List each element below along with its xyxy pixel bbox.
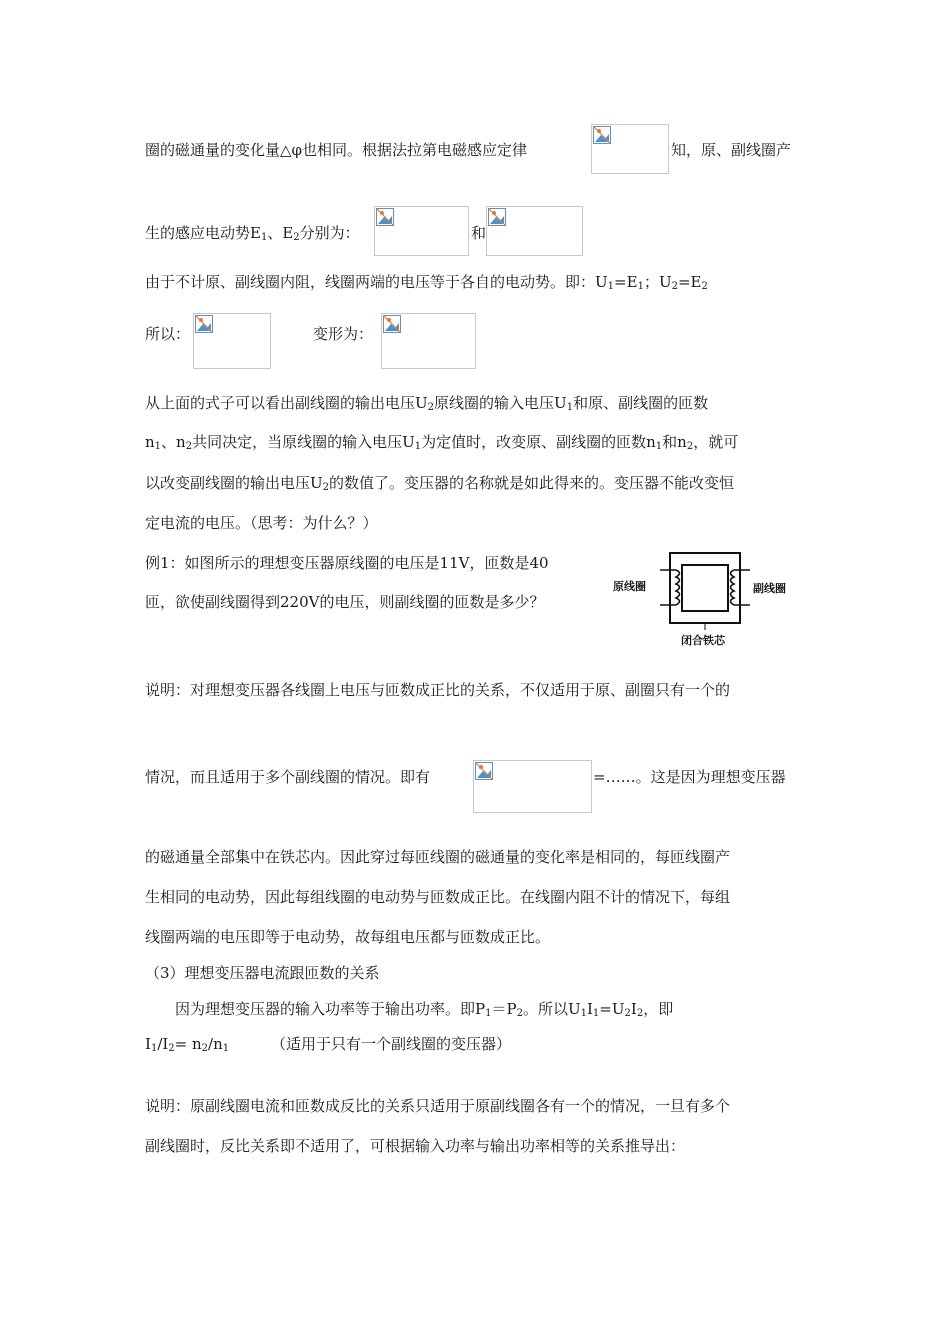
text-span: 原线圈的输入电压U bbox=[434, 394, 567, 412]
text-line bbox=[471, 223, 486, 243]
subscript: 2 bbox=[168, 1043, 175, 1054]
text-span: ；U bbox=[643, 273, 672, 291]
text-line bbox=[145, 432, 738, 452]
text-span: n bbox=[145, 433, 155, 451]
broken-image-icon bbox=[593, 126, 611, 144]
text-span: 和原、副线圈的匝数 bbox=[573, 394, 709, 412]
text-line bbox=[145, 513, 378, 533]
subscript: 2 bbox=[624, 1008, 631, 1019]
text-span: 的磁通量全部集中在铁芯内。因此穿过每匝线圈的磁通量的变化率是相同的，每匝线圈产 bbox=[145, 848, 731, 866]
text-line bbox=[145, 1034, 229, 1054]
subscript: 2 bbox=[185, 441, 193, 452]
section-heading bbox=[145, 963, 380, 983]
text-span: （适用于只有一个副线圈的变压器） bbox=[271, 1035, 512, 1053]
text-span: ，即 bbox=[643, 1000, 674, 1018]
text-span: 副线圈时，反比关系即不适用了，可根据输入功率与输出功率相等的关系推导出： bbox=[145, 1137, 686, 1155]
text-span: 生的感应电动势E bbox=[145, 224, 261, 242]
text-span: =E bbox=[677, 273, 702, 291]
text-span: 定电流的电压。（思考：为什么？） bbox=[145, 514, 378, 532]
subscript: 2 bbox=[701, 281, 708, 292]
text-span: 为定值时，改变原、副线圈的匝数n bbox=[421, 433, 656, 451]
text-span: 和 bbox=[471, 224, 487, 242]
core-outer bbox=[670, 553, 740, 623]
text-span: 、n bbox=[161, 433, 186, 451]
subscript: 2 bbox=[201, 1043, 209, 1054]
formula-image bbox=[381, 313, 476, 369]
text-span: 由于不计原、副线圈内阻，线圈两端的电压等于各自的电动势。即：U bbox=[145, 273, 608, 291]
text-line bbox=[145, 592, 544, 612]
text-span: 共同决定，当原线圈的输入电压U bbox=[192, 433, 415, 451]
transformer-diagram bbox=[610, 548, 800, 648]
formula-image bbox=[473, 760, 592, 813]
broken-image-icon bbox=[383, 315, 401, 333]
subscript: 2 bbox=[293, 232, 300, 243]
subscript: 1 bbox=[260, 232, 268, 243]
subscript: 1 bbox=[655, 441, 663, 452]
text-span: 。所以U bbox=[522, 1000, 581, 1018]
broken-image-icon bbox=[488, 208, 506, 226]
text-span: 从上面的式子可以看出副线圈的输出电压U bbox=[145, 394, 428, 412]
text-line bbox=[145, 847, 730, 867]
text-span: 匝，欲使副线圈得到220V的电压，则副线圈的匝数是多少？ bbox=[145, 593, 545, 611]
text-span: 变形为： bbox=[313, 325, 374, 343]
text-line bbox=[145, 393, 708, 413]
broken-image-icon bbox=[376, 208, 394, 226]
text-span: 以改变副线圈的输出电压U bbox=[145, 474, 323, 492]
subscript: 2 bbox=[686, 441, 694, 452]
broken-image-icon bbox=[475, 762, 493, 780]
text-span: =……。这是因为理想变压器 bbox=[593, 768, 786, 786]
text-span: I bbox=[630, 1000, 637, 1018]
text-span: 生相同的电动势，因此每组线圈的电动势与匝数成正比。在线圈内阻不计的情况下，每组 bbox=[145, 888, 731, 906]
text-span: =U bbox=[599, 1000, 625, 1018]
text-span: 线圈两端的电压即等于电动势，故每组电压都与匝数成正比。 bbox=[145, 928, 551, 946]
text-line bbox=[145, 324, 190, 344]
subscript: 1 bbox=[580, 1008, 587, 1019]
text-line bbox=[145, 1096, 730, 1116]
subscript: 1 bbox=[222, 1043, 230, 1054]
text-line bbox=[175, 999, 673, 1019]
text-line bbox=[145, 223, 360, 243]
text-line bbox=[145, 140, 527, 160]
text-line bbox=[145, 473, 734, 493]
subscript: 1 bbox=[414, 441, 422, 452]
text-span: 的数值了。变压器的名称就是如此得来的。变压器不能改变恒 bbox=[329, 474, 735, 492]
core-inner bbox=[682, 565, 728, 611]
text-line bbox=[145, 553, 549, 573]
text-span: /I bbox=[157, 1035, 169, 1053]
subscript: 2 bbox=[427, 402, 435, 413]
core-label: 闭合铁芯 bbox=[681, 634, 725, 647]
text-span: 因为理想变压器的输入功率等于输出功率。即P bbox=[175, 1000, 486, 1018]
subscript: 2 bbox=[636, 1008, 644, 1019]
subscript: 2 bbox=[322, 482, 330, 493]
text-line bbox=[145, 1136, 685, 1156]
subscript: 1 bbox=[485, 1008, 492, 1019]
primary-coil-label: 原线圈 bbox=[613, 580, 646, 593]
text-line bbox=[145, 927, 550, 947]
formula-image bbox=[374, 206, 469, 256]
text-span: =E bbox=[614, 273, 638, 291]
text-span: 说明：对理想变压器各线圈上电压与匝数成正比的关系，不仅适用于原、副圈只有一个的 bbox=[145, 681, 731, 699]
broken-image-icon bbox=[195, 315, 213, 333]
subscript: 1 bbox=[592, 1008, 600, 1019]
text-span: I bbox=[586, 1000, 593, 1018]
text-span: /n bbox=[208, 1035, 223, 1053]
subscript: 1 bbox=[637, 281, 644, 292]
text-span: 和n bbox=[662, 433, 687, 451]
subscript: 2 bbox=[516, 1008, 523, 1019]
text-line bbox=[671, 140, 791, 160]
text-line bbox=[145, 767, 430, 787]
formula-image bbox=[193, 313, 271, 369]
text-line bbox=[145, 887, 730, 907]
text-line bbox=[145, 680, 730, 700]
text-line bbox=[593, 767, 786, 787]
text-span: = n bbox=[174, 1035, 202, 1053]
text-line bbox=[313, 324, 373, 344]
text-span: 圈的磁通量的变化量△φ也相同。根据法拉第电磁感应定律 bbox=[145, 141, 528, 159]
text-span: 知，原、副线圈产 bbox=[671, 141, 792, 159]
text-span: 分别为： bbox=[299, 224, 360, 242]
text-span: 例1：如图所示的理想变压器原线圈的电压是11V，匝数是40 bbox=[145, 554, 549, 572]
text-span: ＝P bbox=[491, 1000, 517, 1018]
formula-image bbox=[591, 124, 669, 174]
subscript: 1 bbox=[566, 402, 574, 413]
text-span: 说明：原副线圈电流和匝数成反比的关系只适用于原副线圈各有一个的情况，一旦有多个 bbox=[145, 1097, 731, 1115]
text-span: I bbox=[145, 1035, 151, 1053]
text-span: ，就可 bbox=[693, 433, 739, 451]
secondary-coil-label: 副线圈 bbox=[753, 582, 786, 595]
text-span: 、E bbox=[267, 224, 294, 242]
subscript: 1 bbox=[154, 441, 162, 452]
formula-image bbox=[486, 206, 583, 256]
text-span: 情况，而且适用于多个副线圈的情况。即有 bbox=[145, 768, 431, 786]
text-span: 所以： bbox=[145, 325, 191, 343]
text-span: （3）理想变压器电流跟匝数的关系 bbox=[145, 964, 380, 982]
subscript: 1 bbox=[607, 281, 615, 292]
subscript: 1 bbox=[150, 1043, 158, 1054]
text-line bbox=[145, 272, 708, 292]
subscript: 2 bbox=[671, 281, 678, 292]
text-line bbox=[271, 1034, 511, 1054]
